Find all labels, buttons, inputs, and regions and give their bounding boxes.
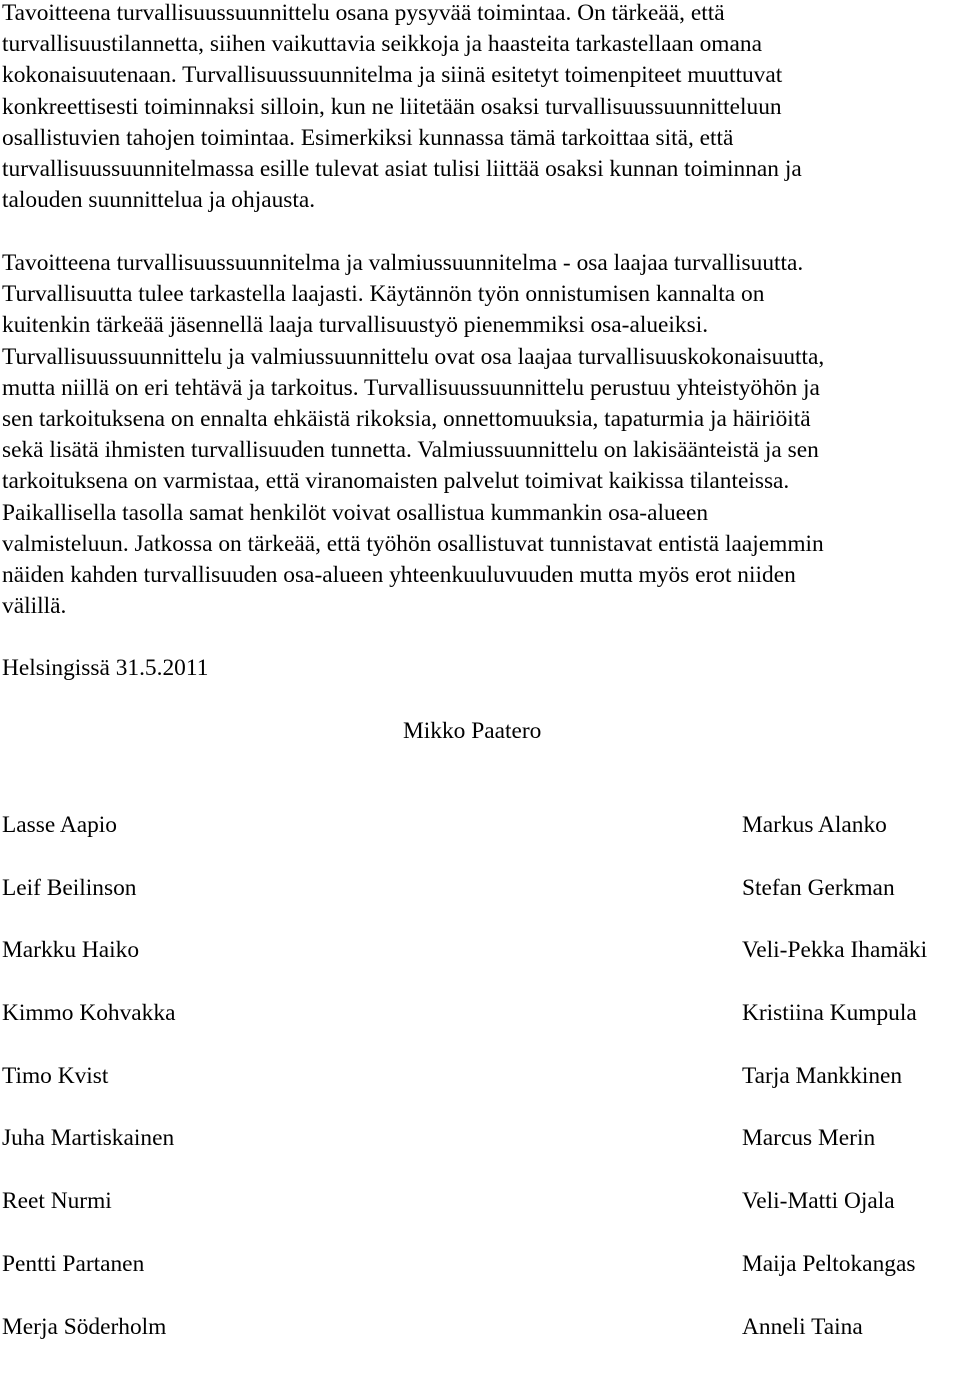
signatory-name: Anneli Taina — [742, 1312, 927, 1374]
signatory-name: Maija Peltokangas — [742, 1249, 927, 1312]
signatory-name: Markus Alanko — [742, 810, 927, 873]
text-line: sekä lisätä ihmisten turvallisuuden tunnetta. Valmiussuunnittelu on lakisäänteistä ja sen — [2, 435, 958, 466]
text-line: kuitenkin tärkeää jäsennellä laaja turvallisuustyö pienemmiksi osa-alueiksi. — [2, 310, 958, 341]
text-line: osallistuvien tahojen toimintaa. Esimerkiksi kunnassa tämä tarkoittaa sitä, että — [2, 123, 958, 154]
signatory-name: Lasse Aapio — [2, 810, 175, 873]
paragraph-preparedness-planning — [2, 248, 958, 622]
text-line: välillä. — [2, 591, 958, 622]
text-line: talouden suunnittelua ja ohjausta. — [2, 185, 958, 216]
signatories-left-column — [2, 810, 175, 1374]
text-line: näiden kahden turvallisuuden osa-alueen yhteenkuuluvuuden mutta myös erot niiden — [2, 560, 958, 591]
signatory-name: Marcus Merin — [742, 1123, 927, 1186]
signatory-name: Veli-Matti Ojala — [742, 1186, 927, 1249]
signatory-name: Pentti Partanen — [2, 1249, 175, 1312]
signatory-name: Merja Söderholm — [2, 1312, 175, 1374]
signatory-name: Tarja Mankkinen — [742, 1061, 927, 1124]
text-line: valmisteluun. Jatkossa on tärkeää, että työhön osallistuvat tunnistavat entistä laajemmin — [2, 529, 958, 560]
signatory-name: Reet Nurmi — [2, 1186, 175, 1249]
signatories-right-column — [742, 810, 927, 1374]
text-line: konkreettisesti toiminnaksi silloin, kun ne liitetään osaksi turvallisuussuunnitteluun — [2, 92, 958, 123]
signatory-name: Kristiina Kumpula — [742, 998, 927, 1061]
text-line: Paikallisella tasolla samat henkilöt voivat osallistua kummankin osa-alueen — [2, 498, 958, 529]
text-line: turvallisuussuunnitelmassa esille tulevat asiat tulisi liittää osaksi kunnan toiminnan ja — [2, 154, 958, 185]
signatory-name: Juha Martiskainen — [2, 1123, 175, 1186]
text-line: Tavoitteena turvallisuussuunnittelu osana pysyvää toimintaa. On tärkeää, että — [2, 0, 958, 29]
text-line: turvallisuustilannetta, siihen vaikuttavia seikkoja ja haasteita tarkastellaan omana — [2, 29, 958, 60]
place-and-date: Helsingissä 31.5.2011 — [2, 653, 208, 684]
signatory-name: Leif Beilinson — [2, 873, 175, 936]
text-line: tarkoituksena on varmistaa, että viranomaisten palvelut toimivat kaikissa tilanteissa. — [2, 466, 958, 497]
paragraph-security-planning — [2, 0, 958, 216]
signatory-name: Timo Kvist — [2, 1061, 175, 1124]
signatory-name: Markku Haiko — [2, 935, 175, 998]
text-line: Tavoitteena turvallisuussuunnitelma ja valmiussuunnitelma - osa laajaa turvallisuutta. — [2, 248, 958, 279]
signatory-name: Stefan Gerkman — [742, 873, 927, 936]
text-line: Turvallisuutta tulee tarkastella laajasti. Käytännön työn onnistumisen kannalta on — [2, 279, 958, 310]
text-line: kokonaisuutenaan. Turvallisuussuunnitelma ja siinä esitetyt toimenpiteet muuttuvat — [2, 60, 958, 91]
chair-name: Mikko Paatero — [403, 716, 541, 747]
signatory-name: Kimmo Kohvakka — [2, 998, 175, 1061]
text-line: mutta niillä on eri tehtävä ja tarkoitus. Turvallisuussuunnittelu perustuu yhteistyöhön ja — [2, 373, 958, 404]
signatory-name: Veli-Pekka Ihamäki — [742, 935, 927, 998]
text-line: Turvallisuussuunnittelu ja valmiussuunnittelu ovat osa laajaa turvallisuuskokonaisuutta, — [2, 342, 958, 373]
text-line: sen tarkoituksena on ennalta ehkäistä rikoksia, onnettomuuksia, tapaturmia ja häiriöitä — [2, 404, 958, 435]
